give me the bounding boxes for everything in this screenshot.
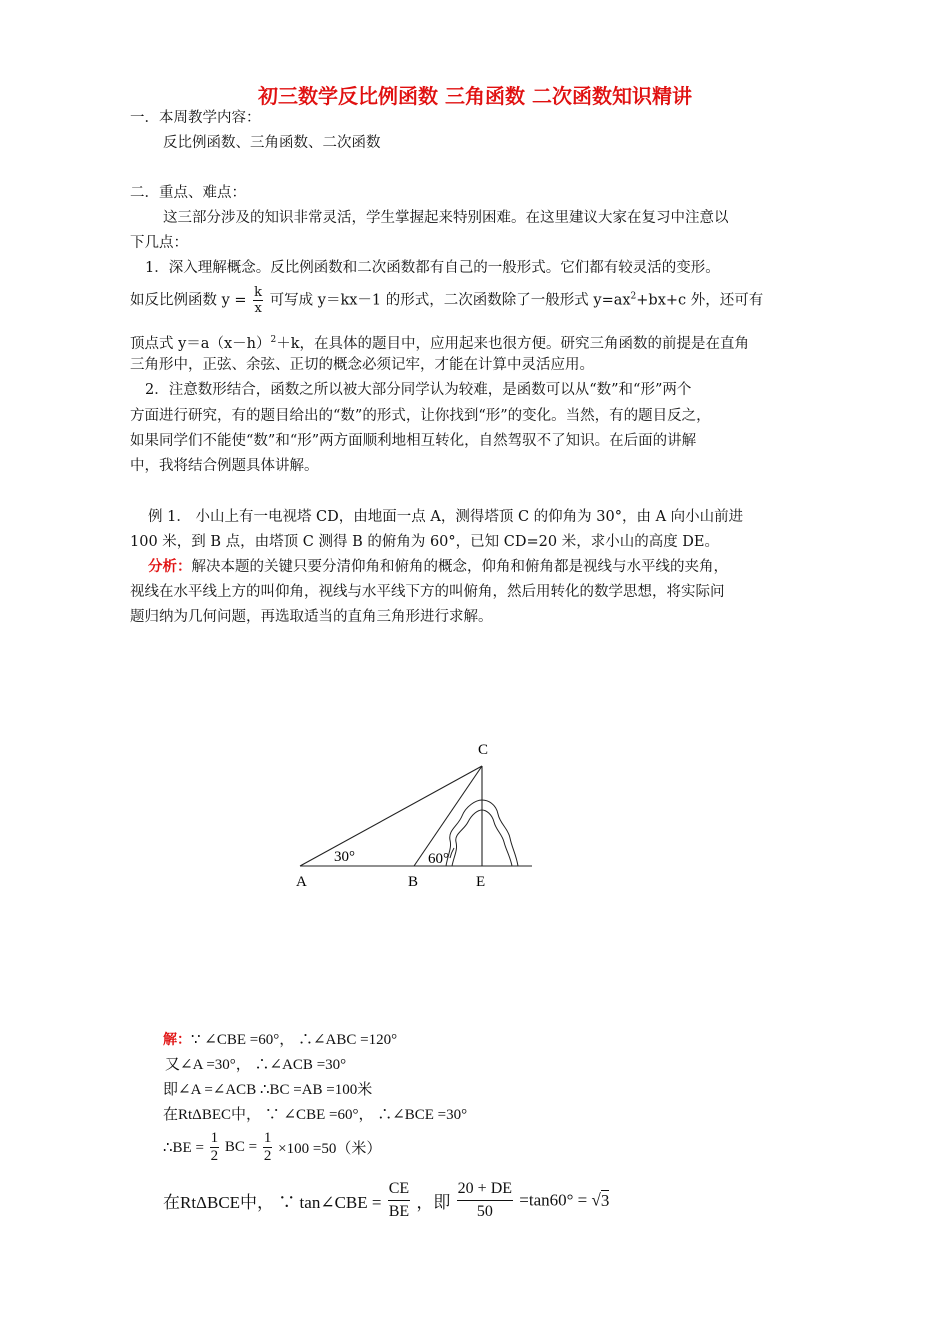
text-segment: 解决本题的关键只要分清仰角和俯角的概念，仰角和俯角都是视线与水平线的夹角， <box>191 559 728 575</box>
fraction-denominator: BE <box>388 1203 410 1220</box>
angle-label-a: 30° <box>334 849 355 865</box>
point-1-line3 <box>130 330 749 354</box>
fraction-denominator: 2 <box>263 1148 272 1164</box>
text-segment: ，即 <box>416 1193 451 1212</box>
fraction-denominator: 2 <box>210 1148 219 1164</box>
point-2-line3: 如果同学们不能使“数”和“形”两方面顺利地相互转化，自然驾驭不了知识。在后面的讲解 <box>130 433 697 449</box>
page-title: 初三数学反比例函数 三角函数 二次函数知识精讲 <box>258 84 692 108</box>
angle-arc-b <box>450 848 454 858</box>
analysis-line2: 视线在水平线上方的叫仰角，视线与水平线下方的叫俯角，然后用转化的数学思想，将实际问 <box>130 584 725 600</box>
text-segment: +bx+c 外，还可有 <box>636 292 764 309</box>
fraction-half <box>263 1130 273 1165</box>
text-segment: 在RtΔBCE中， ∵ tan∠CBE = <box>163 1193 382 1212</box>
label-e: E <box>476 874 486 890</box>
fraction-numerator: 1 <box>210 1130 219 1146</box>
solution-line3: 即∠A =∠ACB ∴BC =AB =100米 <box>163 1082 373 1098</box>
point-1-line2 <box>130 285 763 315</box>
line-ac <box>300 766 482 866</box>
text-segment: ×100 =50（米） <box>278 1141 382 1157</box>
label-b: B <box>408 874 419 890</box>
section-2-heading: 二．重点、难点： <box>130 185 246 201</box>
text-segment: ∴BE = <box>163 1140 204 1156</box>
angle-label-b: 60° <box>428 851 449 867</box>
fraction-ce-over-be <box>388 1178 410 1223</box>
fraction-half <box>210 1130 220 1165</box>
solution-line2: 又∠A =30°， ∴∠ACB =30° <box>165 1057 347 1073</box>
analysis-line3: 题归纳为几何问题，再选取适当的直角三角形进行求解。 <box>130 609 493 625</box>
fraction-numerator: CE <box>388 1178 410 1201</box>
sqrt-radicand: 3 <box>600 1190 610 1210</box>
fraction-expression <box>457 1178 513 1223</box>
section-2-intro-line2: 下几点： <box>130 235 188 251</box>
solution-label: 解： <box>163 1032 191 1048</box>
label-a: A <box>296 874 307 890</box>
fraction-numerator: 1 <box>263 1130 272 1146</box>
label-c: C <box>478 742 489 758</box>
point-2-line2: 方面进行研究，有的题目给出的“数”的形式，让你找到“形”的变化。当然，有的题目反之， <box>130 408 711 424</box>
text-segment: 可写成 y＝kx－1 的形式，二次函数除了一般形式 y=ax <box>269 292 631 309</box>
geometry-figure <box>280 730 550 900</box>
section-1-heading: 一．本周教学内容： <box>130 110 261 126</box>
example-1-line2: 100 米，到 B 点，由塔顶 C 测得 B 的俯角为 60°，已知 CD=20 米，求小山的高度 DE。 <box>130 534 720 550</box>
fraction-denominator: 50 <box>476 1203 493 1220</box>
point-2-line1: 2．注意数形结合，函数之所以被大部分同学认为较难，是函数可以从“数”和“形”两个 <box>145 382 692 398</box>
solution-line4: 在RtΔBEC中， ∵ ∠CBE =60°， ∴∠BCE =30° <box>163 1107 468 1123</box>
fraction-k-over-x <box>253 285 263 316</box>
text-segment: BC = <box>224 1139 258 1155</box>
fraction-denominator: x <box>254 301 262 316</box>
fraction-numerator: k <box>254 285 263 300</box>
solution-line5 <box>163 1130 381 1170</box>
fraction-numerator: 20 + DE <box>457 1178 513 1201</box>
formula-y: y = <box>221 292 247 309</box>
text-segment: ＋k，在具体的题目中，应用起来也很方便。研究三角函数的前提是在直角 <box>276 335 749 352</box>
text-segment: 如反比例函数 <box>130 292 217 309</box>
solution-line6 <box>163 1178 609 1226</box>
text-segment: ∵ ∠CBE =60°， ∴∠ABC =120° <box>191 1032 398 1048</box>
sqrt-sign: √3 <box>591 1190 610 1210</box>
example-1-line1: 例 1． 小山上有一电视塔 CD，由地面一点 A，测得塔顶 C 的仰角为 30°，由 A 向小山前进 <box>148 509 744 525</box>
superscript: 2 <box>270 335 277 345</box>
text-segment: =tan60° = <box>519 1190 588 1210</box>
text-segment: 顶点式 y＝a（x－h） <box>130 335 271 352</box>
superscript: 2 <box>630 291 637 302</box>
section-1-body: 反比例函数、三角函数、二次函数 <box>163 135 381 151</box>
point-1-line1: 1．深入理解概念。反比例函数和二次函数都有自己的一般形式。它们都有较灵活的变形。 <box>145 260 720 276</box>
solution-line1 <box>163 1028 397 1049</box>
analysis-label: 分析： <box>148 558 192 575</box>
point-1-line4: 三角形中，正弦、余弦、正切的概念必须记牢，才能在计算中灵活应用。 <box>130 357 594 373</box>
analysis-line1 <box>148 557 728 577</box>
section-2-intro-line1: 这三部分涉及的知识非常灵活，学生掌握起来特别困难。在这里建议大家在复习中注意以 <box>163 210 729 226</box>
point-2-line4: 中，我将结合例题具体讲解。 <box>130 458 319 474</box>
